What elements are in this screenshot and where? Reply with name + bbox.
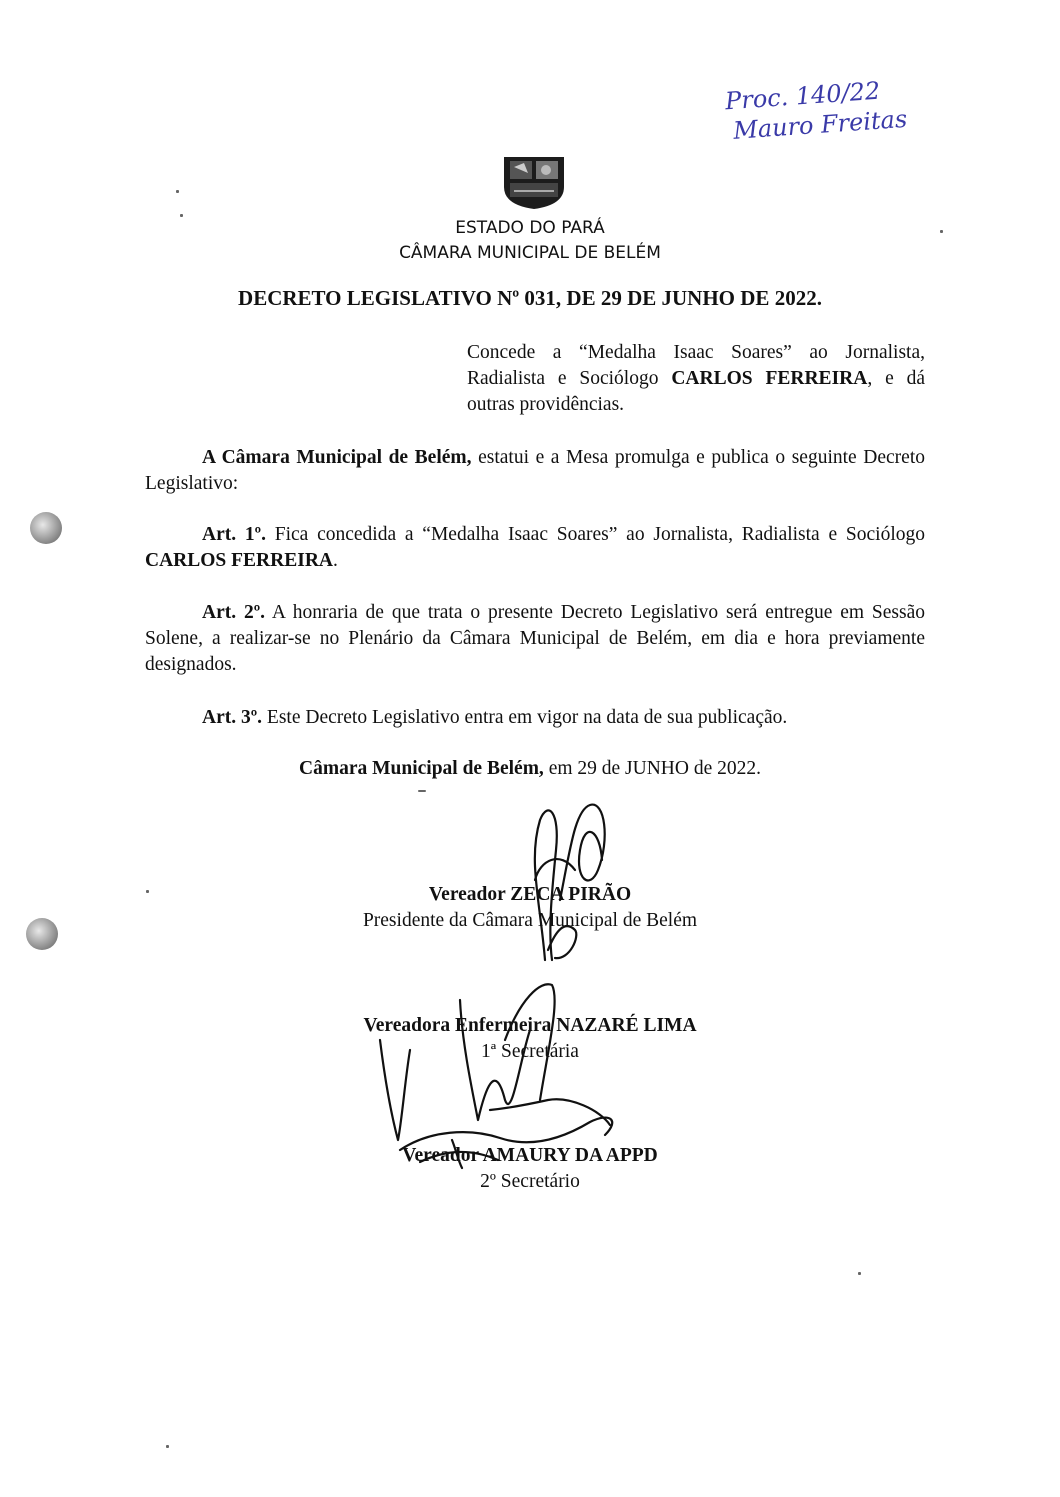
signatory-name: Vereador ZECA PIRÃO <box>428 884 632 905</box>
document-title: DECRETO LEGISLATIVO Nº 031, DE 29 DE JUNHO DE 2022. <box>238 286 822 310</box>
signatory-name: Vereadora Enfermeira NAZARÉ LIMA <box>363 1015 697 1036</box>
speck <box>146 890 149 893</box>
article-text: A honraria de que trata o presente Decreto Legislativo será entregue em Sessão Solene, a realizar-se no Plenário da Câmara Municipal de Belém, em dia e hora previamente designados. <box>145 602 925 675</box>
ementa-text-end: , e dá outras providências. <box>467 368 926 415</box>
article-label: Art. 1º. <box>202 524 266 545</box>
speck <box>166 1445 169 1448</box>
signatory-role: 1ª Secretária <box>481 1041 579 1062</box>
dateline <box>0 758 1060 780</box>
article-2 <box>145 600 925 678</box>
signatory-role: 2º Secretário <box>480 1171 580 1192</box>
preamble-chamber: A Câmara Municipal de Belém, <box>202 447 472 468</box>
speck <box>858 1272 861 1275</box>
article-3 <box>145 705 925 731</box>
signatory-president <box>0 882 1060 934</box>
handwritten-note-line: Proc. 140/22 <box>724 76 882 116</box>
handwritten-note-line: Mauro Freitas <box>732 104 909 145</box>
dateline-chamber: Câmara Municipal de Belém, <box>299 758 544 779</box>
handwritten-note <box>724 70 968 147</box>
article-label: Art. 2º. <box>202 602 266 623</box>
article-label: Art. 3º. <box>202 707 263 728</box>
speck <box>180 214 183 217</box>
article-honoree: CARLOS FERREIRA <box>145 550 333 571</box>
coat-of-arms-icon <box>500 153 568 211</box>
ementa <box>467 340 925 418</box>
dateline-text: em 29 de JUNHO de 2022. <box>543 758 761 779</box>
ementa-honoree: CARLOS FERREIRA <box>671 368 868 389</box>
header-state: ESTADO DO PARÁ <box>455 218 605 238</box>
preamble-text: estatui e a Mesa promulga e publica o seguinte Decreto Legislativo: <box>145 447 925 494</box>
signatory-first-secretary <box>0 1013 1060 1065</box>
header-chamber: CÂMARA MUNICIPAL DE BELÉM <box>399 243 661 263</box>
punch-hole <box>26 918 58 950</box>
preamble <box>145 445 925 497</box>
signatory-role: Presidente da Câmara Municipal de Belém <box>362 910 698 931</box>
article-tail: . <box>332 550 338 571</box>
ementa-text: Concede a “Medalha Isaac Soares” ao Jornalista, Radialista e Sociólogo <box>467 342 925 389</box>
signatory-name: Vereador AMAURY DA APPD <box>402 1145 658 1166</box>
punch-hole <box>30 512 62 544</box>
article-1 <box>145 522 925 574</box>
speck <box>940 230 943 233</box>
speck <box>418 790 426 792</box>
article-text: Este Decreto Legislativo entra em vigor na data de sua publicação. <box>262 707 788 728</box>
article-text: Fica concedida a “Medalha Isaac Soares” ao Jornalista, Radialista e Sociólogo <box>265 524 925 545</box>
speck <box>176 190 179 193</box>
signatory-second-secretary <box>0 1143 1060 1195</box>
